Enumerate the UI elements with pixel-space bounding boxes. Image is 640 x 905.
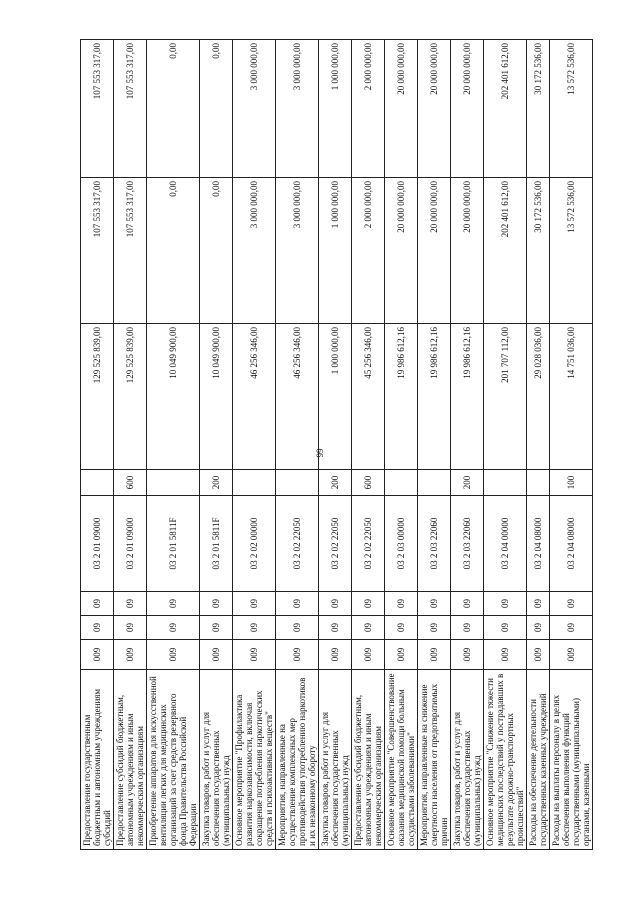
cell-expense-type: 200 [319, 470, 352, 496]
cell-expense-name: Предоставление государственным бюджетным и автономным учреждениям субсидий [81, 670, 114, 850]
cell-amount: 10 049 900,00 [200, 324, 233, 470]
cell-amount-3: 2 000 000,00 [352, 40, 385, 178]
cell-amount-2: 13 572 536,00 [550, 178, 593, 324]
cell-expense-type [527, 470, 550, 496]
cell-expense-type [276, 470, 319, 496]
cell-target-article: 03 2 01 09000 [81, 496, 114, 592]
table-row [527, 40, 550, 850]
cell-target-article: 03 2 02 00000 [233, 496, 276, 592]
cell-subsection-code: 09 [550, 592, 593, 616]
cell-expense-type [233, 470, 276, 496]
cell-subsection-code: 09 [418, 592, 451, 616]
cell-subsection-code: 09 [352, 592, 385, 616]
cell-expense-type [81, 470, 114, 496]
rotated-table-container [80, 40, 591, 850]
cell-section-code: 09 [114, 616, 147, 640]
cell-amount: 46 256 346,00 [276, 324, 319, 470]
cell-target-article: 03 2 03 22060 [418, 496, 451, 592]
cell-amount: 19 986 612,16 [385, 324, 418, 470]
cell-amount-2: 3 000 000,00 [233, 178, 276, 324]
cell-section-code: 09 [81, 616, 114, 640]
table-row [385, 40, 418, 850]
cell-section-code: 09 [385, 616, 418, 640]
cell-section-code: 09 [233, 616, 276, 640]
cell-expense-name: Мероприятия, направленные на снижение смертности населения от предотвратимых причин [418, 670, 451, 850]
cell-target-article: 03 2 04 08000 [527, 496, 550, 592]
cell-expense-name: Предоставление субсидий бюджетным, автономным учреждениям и иным некоммерческим организациям [114, 670, 147, 850]
cell-expense-type [147, 470, 200, 496]
cell-amount-2: 2 000 000,00 [352, 178, 385, 324]
cell-subsection-code: 09 [276, 592, 319, 616]
cell-subsection-code: 09 [114, 592, 147, 616]
cell-expense-name: Приобретение аппаратов для искусственной вентиляции легких для медицинских организаций за счет средств резервного фонда Правительства Российской Федерации [147, 670, 200, 850]
cell-subsection-code: 09 [527, 592, 550, 616]
cell-amount-3: 20 000 000,00 [418, 40, 451, 178]
cell-amount-2: 0,00 [147, 178, 200, 324]
cell-subsection-code: 09 [147, 592, 200, 616]
cell-expense-type: 600 [352, 470, 385, 496]
cell-amount-2: 20 000 000,00 [418, 178, 451, 324]
cell-section-code: 09 [200, 616, 233, 640]
cell-expense-name: Закупка товаров, работ и услуг для обеспечения государственных (муниципальных) нужд [200, 670, 233, 850]
cell-amount: 29 028 036,00 [527, 324, 550, 470]
cell-amount: 19 986 612,16 [418, 324, 451, 470]
cell-amount-3: 30 172 536,00 [527, 40, 550, 178]
table-row [233, 40, 276, 850]
cell-section-code: 09 [147, 616, 200, 640]
cell-target-article: 03 2 04 08000 [550, 496, 593, 592]
cell-amount: 14 751 036,00 [550, 324, 593, 470]
cell-expense-type: 100 [550, 470, 593, 496]
cell-amount-3: 0,00 [147, 40, 200, 178]
cell-subsection-code: 09 [200, 592, 233, 616]
cell-subsection-code: 09 [233, 592, 276, 616]
cell-expense-name: Закупка товаров, работ и услуг для обеспечения государственных (муниципальных) нужд [451, 670, 484, 850]
cell-ministry-code: 009 [451, 640, 484, 670]
cell-expense-name: Основное мероприятие "Профилактика развития наркозависимости, включая сокращение потребления наркотических средств и психоактивных веществ" [233, 670, 276, 850]
cell-ministry-code: 009 [352, 640, 385, 670]
table-row [418, 40, 451, 850]
cell-amount: 129 525 839,00 [81, 324, 114, 470]
cell-ministry-code: 009 [276, 640, 319, 670]
cell-subsection-code: 09 [319, 592, 352, 616]
cell-target-article: 03 2 02 22050 [276, 496, 319, 592]
cell-section-code: 09 [352, 616, 385, 640]
cell-expense-type: 200 [200, 470, 233, 496]
table-row [451, 40, 484, 850]
cell-target-article: 03 2 02 22050 [352, 496, 385, 592]
cell-amount-3: 3 000 000,00 [233, 40, 276, 178]
cell-amount: 46 256 346,00 [233, 324, 276, 470]
table-row [352, 40, 385, 850]
cell-amount-3: 13 572 536,00 [550, 40, 593, 178]
cell-amount-2: 0,00 [200, 178, 233, 324]
cell-ministry-code: 009 [319, 640, 352, 670]
page-number: 99 [315, 448, 325, 458]
cell-expense-type: 600 [114, 470, 147, 496]
cell-expense-type [484, 470, 527, 496]
cell-ministry-code: 009 [527, 640, 550, 670]
budget-table [80, 39, 593, 850]
cell-target-article: 03 2 03 22060 [451, 496, 484, 592]
cell-amount-3: 0,00 [200, 40, 233, 178]
cell-amount-2: 3 000 000,00 [276, 178, 319, 324]
cell-amount: 45 256 346,00 [352, 324, 385, 470]
cell-section-code: 09 [484, 616, 527, 640]
cell-subsection-code: 09 [81, 592, 114, 616]
cell-expense-name: Расходы на обеспечение деятельности государственных казенных учреждений [527, 670, 550, 850]
cell-expense-name: Расходы на выплаты персоналу в целях обеспечения выполнения функций государственными (муниципальными) органами, казенными [550, 670, 593, 850]
table-row [81, 40, 114, 850]
cell-target-article: 03 2 02 22050 [319, 496, 352, 592]
cell-ministry-code: 009 [114, 640, 147, 670]
cell-subsection-code: 09 [484, 592, 527, 616]
cell-target-article: 03 2 01 5811F [147, 496, 200, 592]
cell-target-article: 03 2 04 00000 [484, 496, 527, 592]
cell-subsection-code: 09 [385, 592, 418, 616]
cell-amount: 201 707 112,00 [484, 324, 527, 470]
cell-amount-2: 107 553 317,00 [114, 178, 147, 324]
cell-amount-2: 30 172 536,00 [527, 178, 550, 324]
rotated-page-area [80, 40, 591, 850]
cell-amount-3: 107 553 317,00 [81, 40, 114, 178]
cell-section-code: 09 [550, 616, 593, 640]
cell-amount: 1 000 000,00 [319, 324, 352, 470]
cell-expense-type [418, 470, 451, 496]
cell-expense-type [385, 470, 418, 496]
table-row [276, 40, 319, 850]
table-row [319, 40, 352, 850]
cell-amount: 19 986 612,16 [451, 324, 484, 470]
cell-section-code: 09 [418, 616, 451, 640]
cell-amount-3: 202 401 612,00 [484, 40, 527, 178]
cell-expense-name: Мероприятия, направленные на осуществление комплексных мер противодействия употреблению наркотиков и их незаконному обороту [276, 670, 319, 850]
table-row [484, 40, 527, 850]
budget-table-body [81, 40, 593, 850]
cell-expense-name: Основное мероприятие "Снижение тяжести медицинских последствий у пострадавших в результате дорожно-транспортных происшествий" [484, 670, 527, 850]
cell-expense-name: Закупка товаров, работ и услуг для обеспечения государственных (муниципальных) нужд [319, 670, 352, 850]
table-row [200, 40, 233, 850]
cell-amount-2: 20 000 000,00 [451, 178, 484, 324]
cell-section-code: 09 [276, 616, 319, 640]
cell-amount-3: 107 553 317,00 [114, 40, 147, 178]
cell-expense-type: 200 [451, 470, 484, 496]
cell-amount-2: 1 000 000,00 [319, 178, 352, 324]
cell-subsection-code: 09 [451, 592, 484, 616]
cell-section-code: 09 [319, 616, 352, 640]
cell-amount-2: 107 553 317,00 [81, 178, 114, 324]
cell-expense-name: Основное мероприятие "Совершенствование оказания медицинской помощи больным сосудистыми заболеваниями" [385, 670, 418, 850]
cell-target-article: 03 2 03 00000 [385, 496, 418, 592]
cell-amount-2: 20 000 000,00 [385, 178, 418, 324]
cell-ministry-code: 009 [147, 640, 200, 670]
table-row [147, 40, 200, 850]
cell-amount-3: 20 000 000,00 [451, 40, 484, 178]
cell-ministry-code: 009 [81, 640, 114, 670]
cell-amount-3: 3 000 000,00 [276, 40, 319, 178]
cell-ministry-code: 009 [484, 640, 527, 670]
cell-amount-2: 202 401 612,00 [484, 178, 527, 324]
cell-target-article: 03 2 01 5811F [200, 496, 233, 592]
cell-amount: 10 049 900,00 [147, 324, 200, 470]
table-row [114, 40, 147, 850]
cell-target-article: 03 2 01 09000 [114, 496, 147, 592]
cell-amount-3: 1 000 000,00 [319, 40, 352, 178]
cell-amount-3: 20 000 000,00 [385, 40, 418, 178]
table-row [550, 40, 593, 850]
cell-ministry-code: 009 [200, 640, 233, 670]
cell-ministry-code: 009 [550, 640, 593, 670]
cell-ministry-code: 009 [385, 640, 418, 670]
cell-section-code: 09 [527, 616, 550, 640]
cell-amount: 129 525 839,00 [114, 324, 147, 470]
cell-ministry-code: 009 [418, 640, 451, 670]
cell-expense-name: Предоставление субсидий бюджетным, автономным учреждениям и иным некоммерческим организациям [352, 670, 385, 850]
cell-ministry-code: 009 [233, 640, 276, 670]
cell-section-code: 09 [451, 616, 484, 640]
